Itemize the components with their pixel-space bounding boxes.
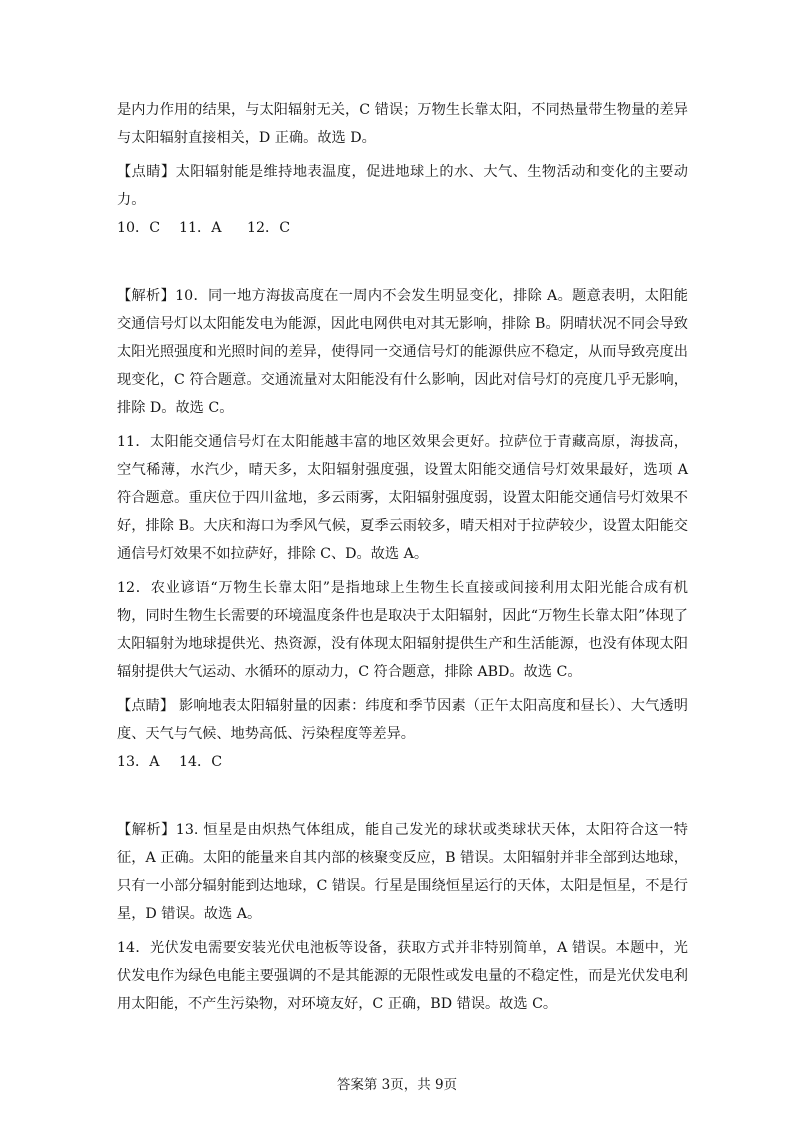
answer-13: 13．A	[117, 754, 160, 770]
answer-11: 11．A	[179, 220, 222, 236]
paragraph-jiexi-11: 11．太阳能交通信号灯在太阳能越丰富的地区效果会更好。拉萨位于青藏高原，海拔高，空气稀薄，水汽少，晴天多，太阳辐射强度强，设置太阳能交通信号灯效果最好，选项 A 符合题意。重庆位于四川盆地，多云雨雾，太阳辐射强度弱，设置太阳能交通信号灯效果不好，排除 B。大庆和海口为季风气候，夏季云雨较多，晴天相对于拉萨较少，设置太阳能交通信号灯效果不如拉萨好，排除 C、D。故选 A。	[117, 434, 688, 562]
answer-12: 12．C	[247, 220, 291, 236]
paragraph-jiexi-14: 14．光伏发电需要安装光伏电池板等设备，获取方式并非特别简单，A 错误。本题中，光伏发电作为绿色电能主要强调的不是其能源的无限性或发电量的不稳定性，而是光伏发电利用太阳能，不产生污染物，对环境友好，C 正确，BD 错误。故选 C。	[117, 940, 688, 1012]
page-footer: 答案第 3页，共 9页	[336, 1077, 458, 1093]
answer-line-10-12	[117, 214, 688, 242]
paragraph-dianjing-1: 【点睛】太阳辐射能是维持地表温度，促进地球上的水、大气、生物活动和变化的主要动力。	[117, 164, 688, 208]
paragraph-jiexi-13: 【解析】13. 恒星是由炽热气体组成，能自己发光的球状或类球状天体，太阳符合这一特征，A 正确。太阳的能量来自其内部的核聚变反应，B 错误。太阳辐射并非全部到达地球，只有一小部分辐射能到达地球，C 错误。行星是围绕恒星运行的天体，太阳是恒星，不是行星，D 错误。故选 A。	[117, 822, 688, 922]
paragraph-dianjing-2: 【点睛】 影响地表太阳辐射量的因素：纬度和季节因素（正午太阳高度和昼长）、大气透明度、天气与气候、地势高低、污染程度等差异。	[117, 698, 688, 742]
paragraph-jiexi-10: 【解析】10．同一地方海拔高度在一周内不会发生明显变化，排除 A。题意表明，太阳能交通信号灯以太阳能发电为能源，因此电网供电对其无影响，排除 B。阴晴状况不同会导致太阳光照强度和光照时间的差异，使得同一交通信号灯的能源供应不稳定，从而导致亮度出现变化，C 符合题意。交通流量对太阳能没有什么影响，因此对信号灯的亮度几乎无影响，排除 D。故选 C。	[117, 288, 688, 416]
spacer	[117, 776, 688, 816]
answer-14: 14．C	[179, 754, 223, 770]
paragraph-jiexi-12: 12．农业谚语“万物生长靠太阳”是指地球上生物生长直接或间接利用太阳光能合成有机物，同时生物生长需要的环境温度条件也是取决于太阳辐射，因此“万物生长靠太阳”体现了太阳辐射为地球提供光、热资源，没有体现太阳辐射提供生产和生活能源，也没有体现太阳辐射提供大气运动、水循环的原动力，C 符合题意，排除 ABD。故选 C。	[117, 580, 688, 680]
spacer	[117, 242, 688, 282]
paragraph-continuation: 是内力作用的结果，与太阳辐射无关，C 错误；万物生长靠太阳，不同热量带生物量的差异与太阳辐射直接相关，D 正确。故选 D。	[117, 102, 688, 146]
answer-line-13-14	[117, 748, 688, 776]
answer-10: 10．C	[117, 220, 161, 236]
